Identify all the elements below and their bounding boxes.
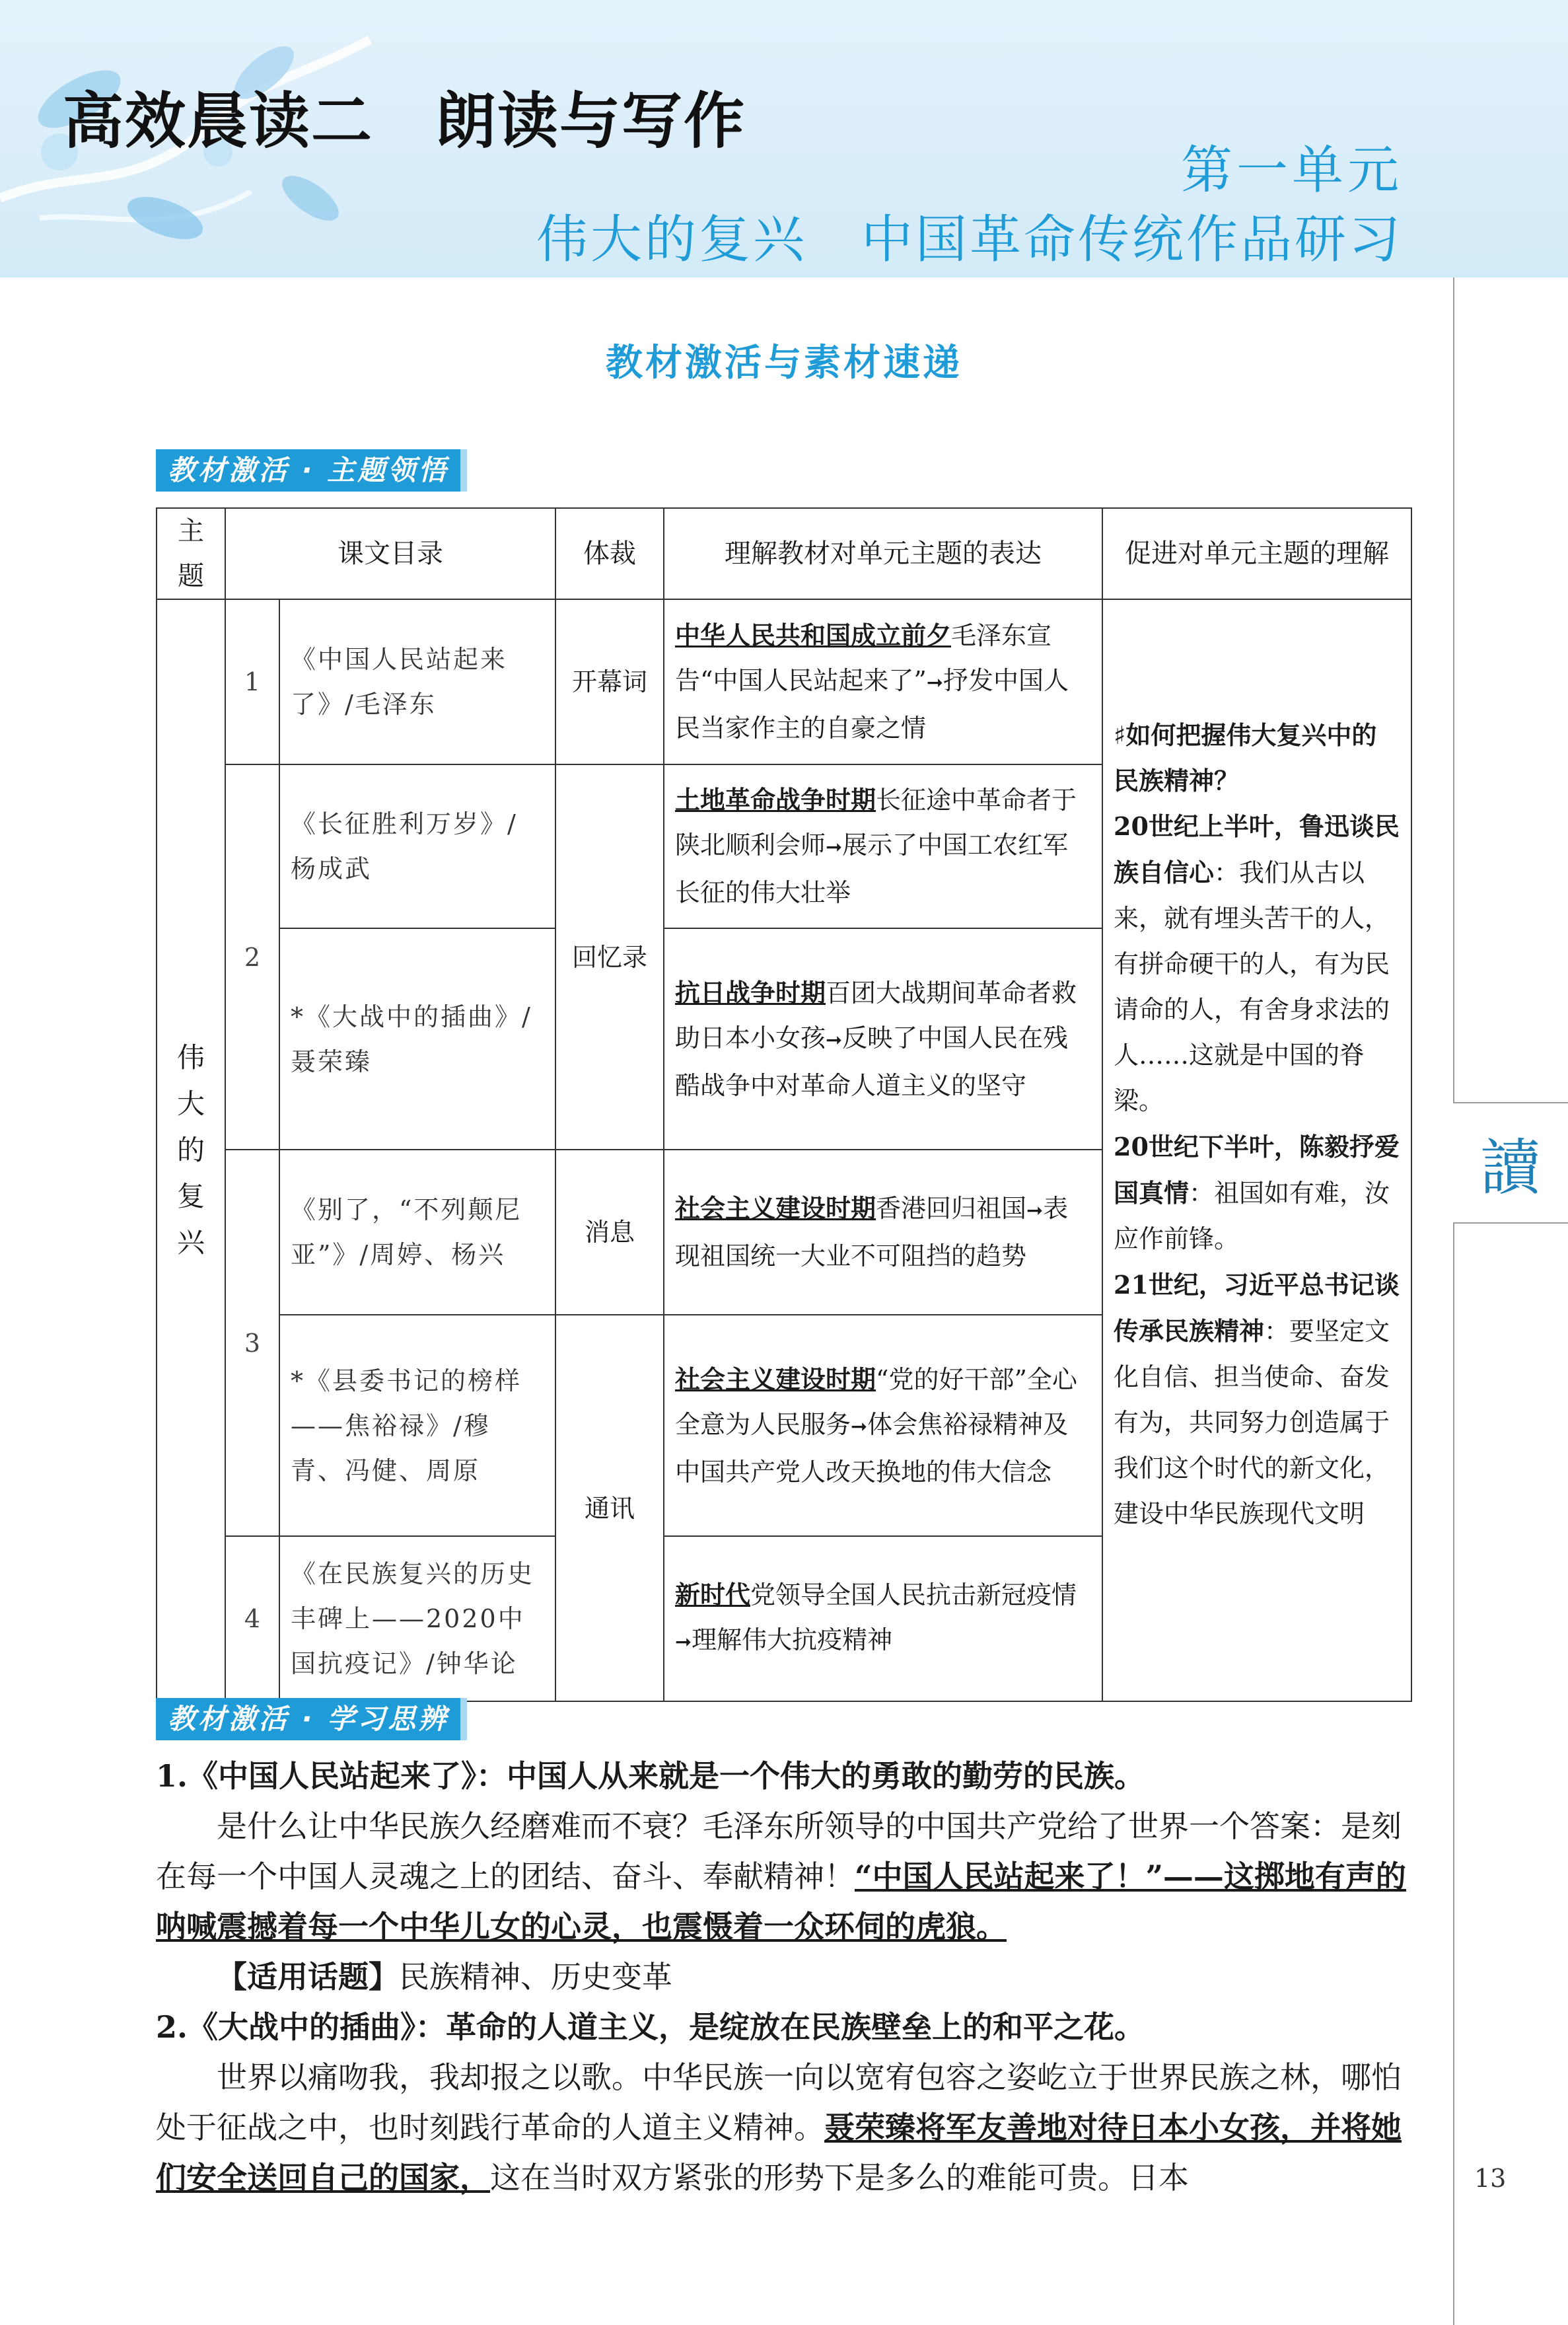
header-expression: 理解教材对单元主题的表达 [664,508,1102,599]
expression-cell [664,764,1102,928]
study-paragraph-2 [156,2052,1411,2203]
header-promote: 促进对单元主题的理解 [1102,508,1411,599]
arrow-icon: ➞ [675,1631,692,1654]
expression-result: 表现祖国统一大业不可阻挡的趋势 [675,1194,1069,1271]
promote-p3-bold: 21世纪，习近平总书记谈传承民族精神 [1114,1270,1400,1346]
expression-result: 展示了中国工农红军长征的伟大壮举 [675,830,1069,907]
expression-cell [664,599,1102,764]
topic-label: 【适用话题】 [217,1959,399,1995]
lesson-cell: 《长征胜利万岁》/杨成武 [279,764,555,928]
promote-p1-text: ：我们从古以来，就有埋头苦干的人，有拼命硬干的人，有为民请命的人，有舍身求法的人……这就是中国的脊梁。 [1114,858,1390,1115]
row-num: 4 [225,1536,279,1701]
period-label: 抗日战争时期 [675,977,826,1008]
lesson-cell: 《中国人民站起来了》/毛泽东 [279,599,555,764]
theme-table [156,507,1412,1702]
label-theme: 教材激活 · 主题领悟 [156,449,467,492]
table-row [157,599,1411,764]
lesson-cell: *《大战中的插曲》/聂荣臻 [279,928,555,1150]
promote-p3 [1114,1262,1400,1537]
expression-cell [664,1315,1102,1536]
genre-cell: 消息 [555,1150,664,1315]
arrow-icon: ➞ [926,671,943,694]
header-theme: 主题 [157,508,225,599]
promote-p3-text: ：要坚定文化自信、担当使命、奋发有为，共同努力创造属于我们这个时代的新文化，建设中华民族现代文明 [1114,1317,1390,1528]
label-study: 教材激活 · 学习思辨 [156,1698,467,1740]
expression-cell [664,928,1102,1150]
study-heading-1: 1.《中国人民站起来了》：中国人从来就是一个伟大的勇敢的勤劳的民族。 [156,1758,1145,1794]
theme-cell [157,599,225,1701]
expression-result: 体会焦裕禄精神及中国共产党人改天换地的伟大信念 [675,1409,1069,1487]
expression-text: 毛泽东宣告“中国人民站起来了” [675,621,1052,695]
topic-text: 民族精神、历史变革 [399,1959,672,1995]
period-label: 社会主义建设时期 [675,1364,876,1394]
promote-question: ♯如何把握伟大复兴中的民族精神？ [1114,720,1377,795]
row-num: 2 [225,764,279,1150]
expression-cell [664,1536,1102,1701]
period-label: 新时代 [675,1580,751,1609]
header-genre: 体裁 [555,508,664,599]
expression-cell [664,1150,1102,1315]
arrow-icon: ➞ [1026,1199,1044,1222]
promote-p2 [1114,1124,1400,1262]
theme-text: 伟 大 的 复 兴 [176,1041,205,1259]
study-p2-tail: 这在当时双方紧张的形势下是多么的难能可贵。日本 [490,2160,1189,2196]
side-tab-read: 讀 [1453,1102,1568,1224]
promote-p1 [1114,803,1400,1124]
expression-text: “党的好干部”全心全意为人民服务 [675,1364,1077,1439]
header-lessons: 课文目录 [225,508,555,599]
arrow-icon: ➞ [826,1028,843,1052]
study-p1-text: 是什么让中华民族久经磨难而不衰？毛泽东所领导的中国共产党给了世界一个答案：是刻在每一个中国人灵魂之上的团结、奋斗、奉献精神！ [156,1808,1402,1894]
promote-p1-bold: 20世纪上半叶，鲁迅谈民族自信心 [1114,811,1400,887]
expression-text: 香港回归祖国 [876,1194,1027,1223]
arrow-icon: ➞ [826,836,843,859]
expression-result: 反映了中国人民在残酷战争中对革命人道主义的坚守 [675,1023,1069,1100]
lesson-cell: 《别了，“不列颠尼亚”》/周婷、杨兴 [279,1150,555,1315]
genre-cell: 回忆录 [555,764,664,1150]
arrow-icon: ➞ [851,1415,868,1438]
lesson-cell: 《在民族复兴的历史丰碑上——2020中国抗疫记》/钟华论 [279,1536,555,1701]
promote-p2-bold: 20世纪下半叶，陈毅抒爱国真情 [1114,1132,1400,1208]
unit-subtitle: 伟大的复兴 中国革命传统作品研习 [536,210,1403,270]
genre-cell: 通讯 [555,1315,664,1701]
expression-text: 长征途中革命者于陕北顺利会师 [675,786,1077,860]
study-p1-underline: “中国人民站起来了！”——这掷地有声的呐喊震撼着每一个中华儿女的心灵，也震慑着一众环伺的虎狼。 [156,1859,1406,1944]
right-margin-rule [1453,277,1454,2325]
period-label: 中华人民共和国成立前夕 [675,620,952,650]
study-section [156,1751,1411,2203]
expression-text: 百团大战期间革命者救助日本小女孩 [675,978,1077,1052]
expression-result: 抒发中国人民当家作主的自豪之情 [675,666,1069,743]
header-band [0,0,1568,277]
page-number: 13 [1474,2164,1507,2193]
expression-text: 党领导全国人民抗击新冠疫情 [750,1580,1077,1609]
study-heading-2: 2.《大战中的插曲》：革命的人道主义，是绽放在民族壁垒上的和平之花。 [156,2009,1145,2045]
book-title: 高效晨读二 朗读与写作 [63,85,746,157]
study-topic [156,1952,1411,2002]
study-p2-text: 世界以痛吻我，我却报之以歌。中华民族一向以宽宥包容之姿屹立于世界民族之林，哪怕处于征战之中，也时刻践行革命的人道主义精神。 [156,2059,1402,2145]
promote-p2-text: ：祖国如有难，汝应作前锋。 [1114,1179,1390,1253]
period-label: 土地革命战争时期 [675,785,876,815]
study-paragraph-1 [156,1801,1411,1952]
period-label: 社会主义建设时期 [675,1193,876,1223]
study-p2-underline: 聂荣臻将军友善地对待日本小女孩，并将她们安全送回自己的国家， [156,2110,1402,2196]
lesson-cell: *《县委书记的榜样——焦裕禄》/穆青、冯健、周原 [279,1315,555,1536]
unit-title: 第一单元 [1180,141,1403,200]
section-title: 教材激活与素材速递 [606,342,962,385]
row-num: 1 [225,599,279,764]
row-num: 3 [225,1150,279,1536]
promote-cell [1102,599,1411,1701]
genre-cell: 开幕词 [555,599,664,764]
expression-result: 理解伟大抗疫精神 [692,1625,893,1654]
table-header-row [157,508,1411,599]
